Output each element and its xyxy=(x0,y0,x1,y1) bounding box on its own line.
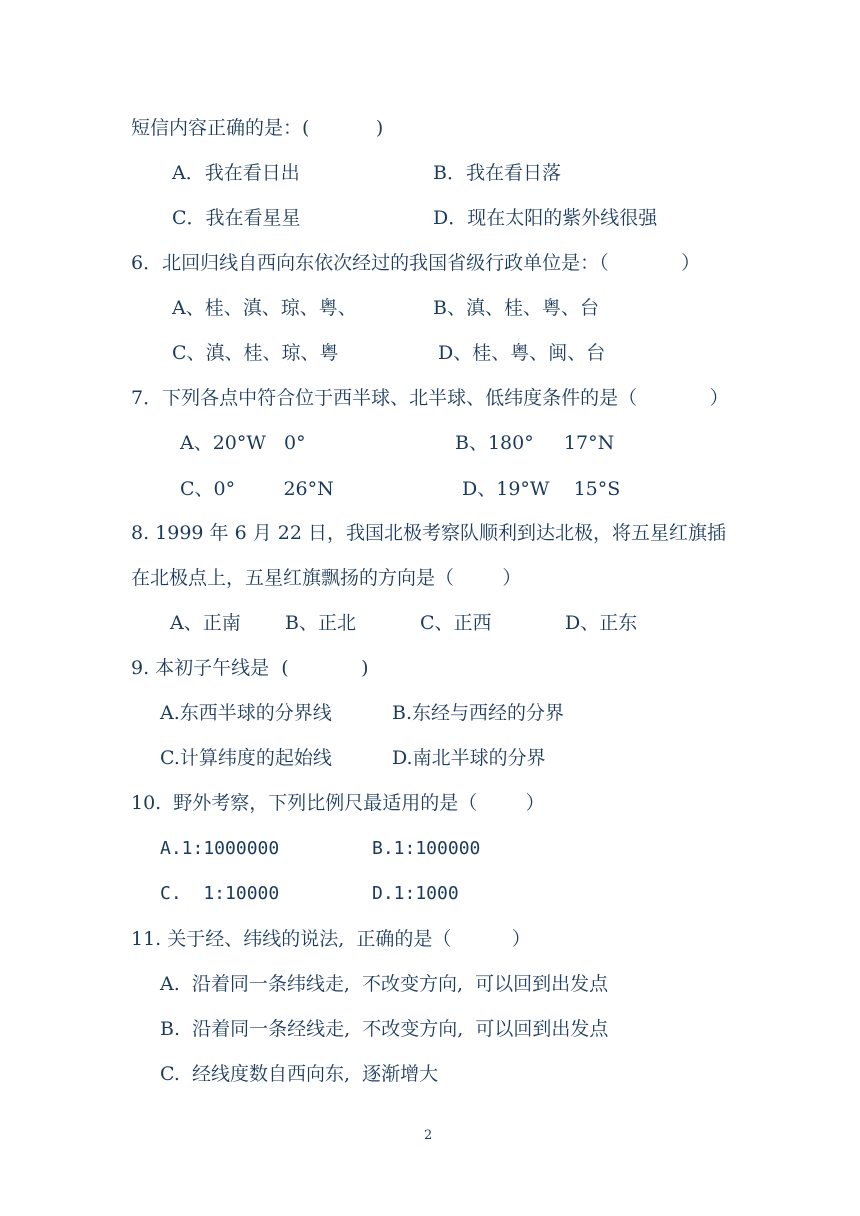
q6-option-a: A、桂、滇、琼、粤、 xyxy=(172,297,357,319)
q10-option-c: C. 1:10000 xyxy=(160,883,280,904)
q7-option-c: C、0° 26°N xyxy=(180,478,334,500)
q6-option-b: B、滇、桂、粤、台 xyxy=(433,297,599,319)
q8-option-c: C、正西 xyxy=(420,612,492,634)
q9-option-d: D.南北半球的分界 xyxy=(392,747,546,769)
q11-option-c: C. 经线度数自西向东, 逐渐增大 xyxy=(160,1063,439,1085)
q5-stem-tail: 短信内容正确的是：( ) xyxy=(131,117,384,139)
q8-option-a: A、正南 xyxy=(170,612,241,634)
q5-option-b: B．我在看日落 xyxy=(433,162,561,184)
q5-option-a: A．我在看日出 xyxy=(172,162,300,184)
q6-option-d: D、桂、粤、闽、台 xyxy=(438,342,606,364)
q9-stem: 9. 本初子午线是 ( ) xyxy=(131,657,369,679)
q8-option-b: B、正北 xyxy=(285,612,356,634)
q7-option-d: D、19°W 15°S xyxy=(462,478,621,500)
q6-stem: 6．北回归线自西向东依次经过的我国省级行政单位是：（ ） xyxy=(131,252,701,274)
q5-option-d: D．现在太阳的紫外线很强 xyxy=(433,207,658,229)
q9-option-a: A.东西半球的分界线 xyxy=(160,702,332,724)
q8-option-d: D、正东 xyxy=(565,612,638,634)
q8-stem-line2: 在北极点上，五星红旗飘扬的方向是（ ） xyxy=(131,567,522,589)
page-number: 2 xyxy=(424,1128,433,1143)
q10-option-d: D.1:1000 xyxy=(372,883,459,904)
q11-stem: 11. 关于经、纬线的说法, 正确的是（ ） xyxy=(131,928,531,950)
q8-stem-line1: 8. 1999 年 6 月 22 日，我国北极考察队顺利到达北极，将五星红旗插 xyxy=(131,522,726,544)
q10-option-b: B.1:100000 xyxy=(372,838,481,859)
q9-option-c: C.计算纬度的起始线 xyxy=(160,747,332,769)
q7-option-a: A、20°W 0° xyxy=(180,432,306,454)
q11-option-b: B. 沿着同一条经线走, 不改变方向, 可以回到出发点 xyxy=(160,1018,609,1040)
q5-option-c: C．我在看星星 xyxy=(172,207,301,229)
q6-option-c: C、滇、桂、琼、粤 xyxy=(172,342,339,364)
q10-option-a: A.1:1000000 xyxy=(160,838,280,859)
q11-option-a: A. 沿着同一条纬线走, 不改变方向, 可以回到出发点 xyxy=(160,973,609,995)
q10-stem: 10. 野外考察，下列比例尺最适用的是（ ） xyxy=(131,792,545,814)
q7-option-b: B、180° 17°N xyxy=(455,432,615,454)
q9-option-b: B.东经与西经的分界 xyxy=(392,702,565,724)
q7-stem: 7．下列各点中符合位于西半球、北半球、低纬度条件的是（ ） xyxy=(131,387,729,409)
